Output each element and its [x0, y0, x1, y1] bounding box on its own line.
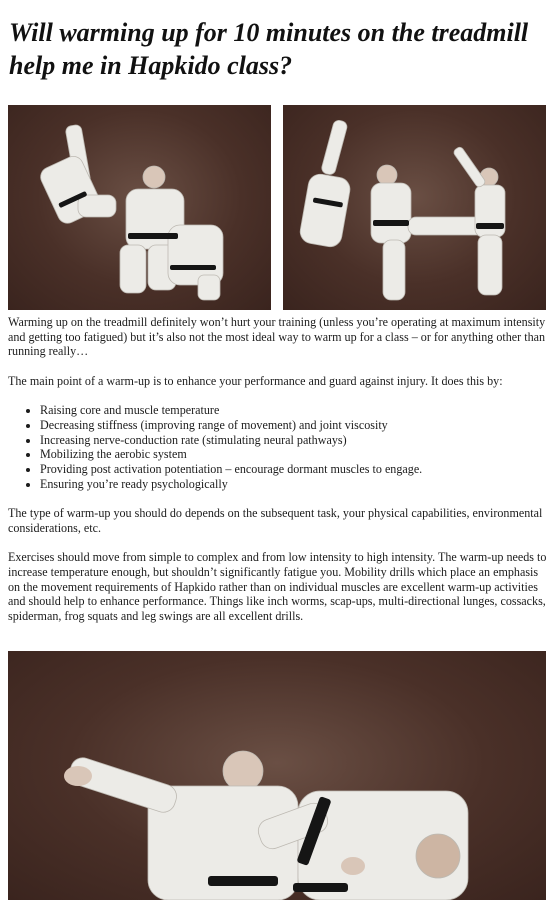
list-item: • Decreasing stiffness (improving range of movement) and joint viscosity: [40, 418, 548, 433]
article-title: Will warming up for 10 minutes on the treadmill help me in Hapkido class?: [9, 18, 529, 80]
hapkido-throw-photo-1: [8, 105, 271, 310]
list-item: • Mobilizing the aerobic system: [40, 447, 548, 462]
warmup-benefits-list: [8, 403, 548, 491]
outro-paragraph-2: Exercises should move from simple to complex and from low intensity to high intensity. The warm-up needs to increase temperature enough, but shouldn’t significantly fatigue you. Mobility drills which place an emphasis on the movement requirements of Hapkido rather than on individual muscles are excellent warm-up activities and should help to enhance performance. Things like inch worms, scap-ups, multi-directional lunges, cossacks, spiderman, frog squats and leg swings are all excellent drills.: [8, 550, 547, 623]
intro-paragraph-1: Warming up on the treadmill definitely won’t hurt your training (unless you’re operating at maximum intensity and getting too fatigued) but it’s also not the most ideal way to warm up for a class – or for anything other than running really…: [8, 315, 546, 359]
list-item: • Ensuring you’re ready psychologically: [40, 477, 548, 492]
outro-paragraph-1: The type of warm-up you should do depends on the subsequent task, your physical capabilities, environmental considerations, etc.: [8, 506, 543, 535]
list-item: • Providing post activation potentiation – encourage dormant muscles to engage.: [40, 462, 548, 477]
list-item: • Raising core and muscle temperature: [40, 403, 548, 418]
article-body: [8, 315, 548, 638]
hapkido-grapple-photo: [8, 651, 546, 900]
intro-paragraph-2: The main point of a warm-up is to enhance your performance and guard against injury. It does this by:: [8, 373, 503, 388]
list-item: • Increasing nerve-conduction rate (stimulating neural pathways): [40, 433, 548, 448]
hapkido-throw-photo-2: [283, 105, 546, 310]
